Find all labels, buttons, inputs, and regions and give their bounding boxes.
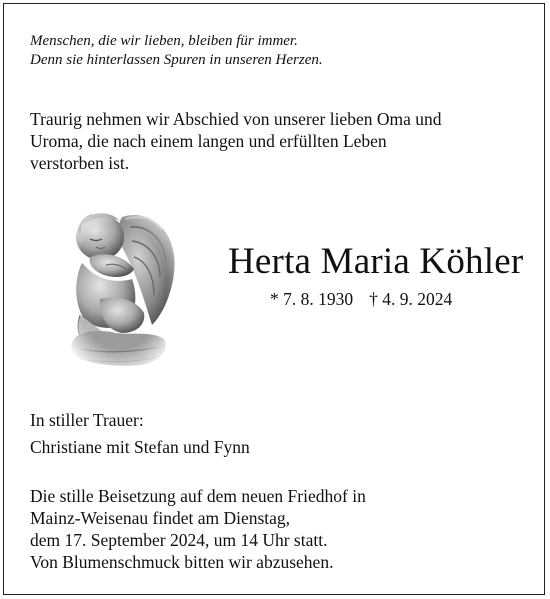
angel-statue-image xyxy=(60,203,180,368)
intro-line-2: Uroma, die nach einem langen und erfüllten Leben xyxy=(30,131,387,151)
funeral-line-2: Mainz-Weisenau findet am Dienstag, xyxy=(30,508,291,528)
quote-line-2: Denn sie hinterlassen Spuren in unseren Herzen. xyxy=(30,52,323,68)
funeral-line-1: Die stille Beisetzung auf dem neuen Friedhof in xyxy=(30,486,366,506)
funeral-notice xyxy=(30,485,366,573)
memorial-quote xyxy=(30,32,323,70)
birth-date: * 7. 8. 1930 xyxy=(270,289,354,309)
intro-line-3: verstorben ist. xyxy=(30,153,130,173)
intro-line-1: Traurig nehmen wir Abschied von unserer lieben Oma und xyxy=(30,109,442,129)
funeral-line-3: dem 17. September 2024, um 14 Uhr statt. xyxy=(30,530,328,550)
mourning-label: In stiller Trauer: xyxy=(30,410,144,430)
life-dates xyxy=(270,288,452,310)
deceased-name: Herta Maria Köhler xyxy=(228,241,524,282)
mourners-names: Christiane mit Stefan und Fynn xyxy=(30,437,250,457)
death-date: † 4. 9. 2024 xyxy=(369,289,453,309)
quote-line-1: Menschen, die wir lieben, bleiben für immer. xyxy=(30,33,298,49)
funeral-line-4: Von Blumenschmuck bitten wir abzusehen. xyxy=(30,552,334,572)
intro-text xyxy=(30,108,442,174)
